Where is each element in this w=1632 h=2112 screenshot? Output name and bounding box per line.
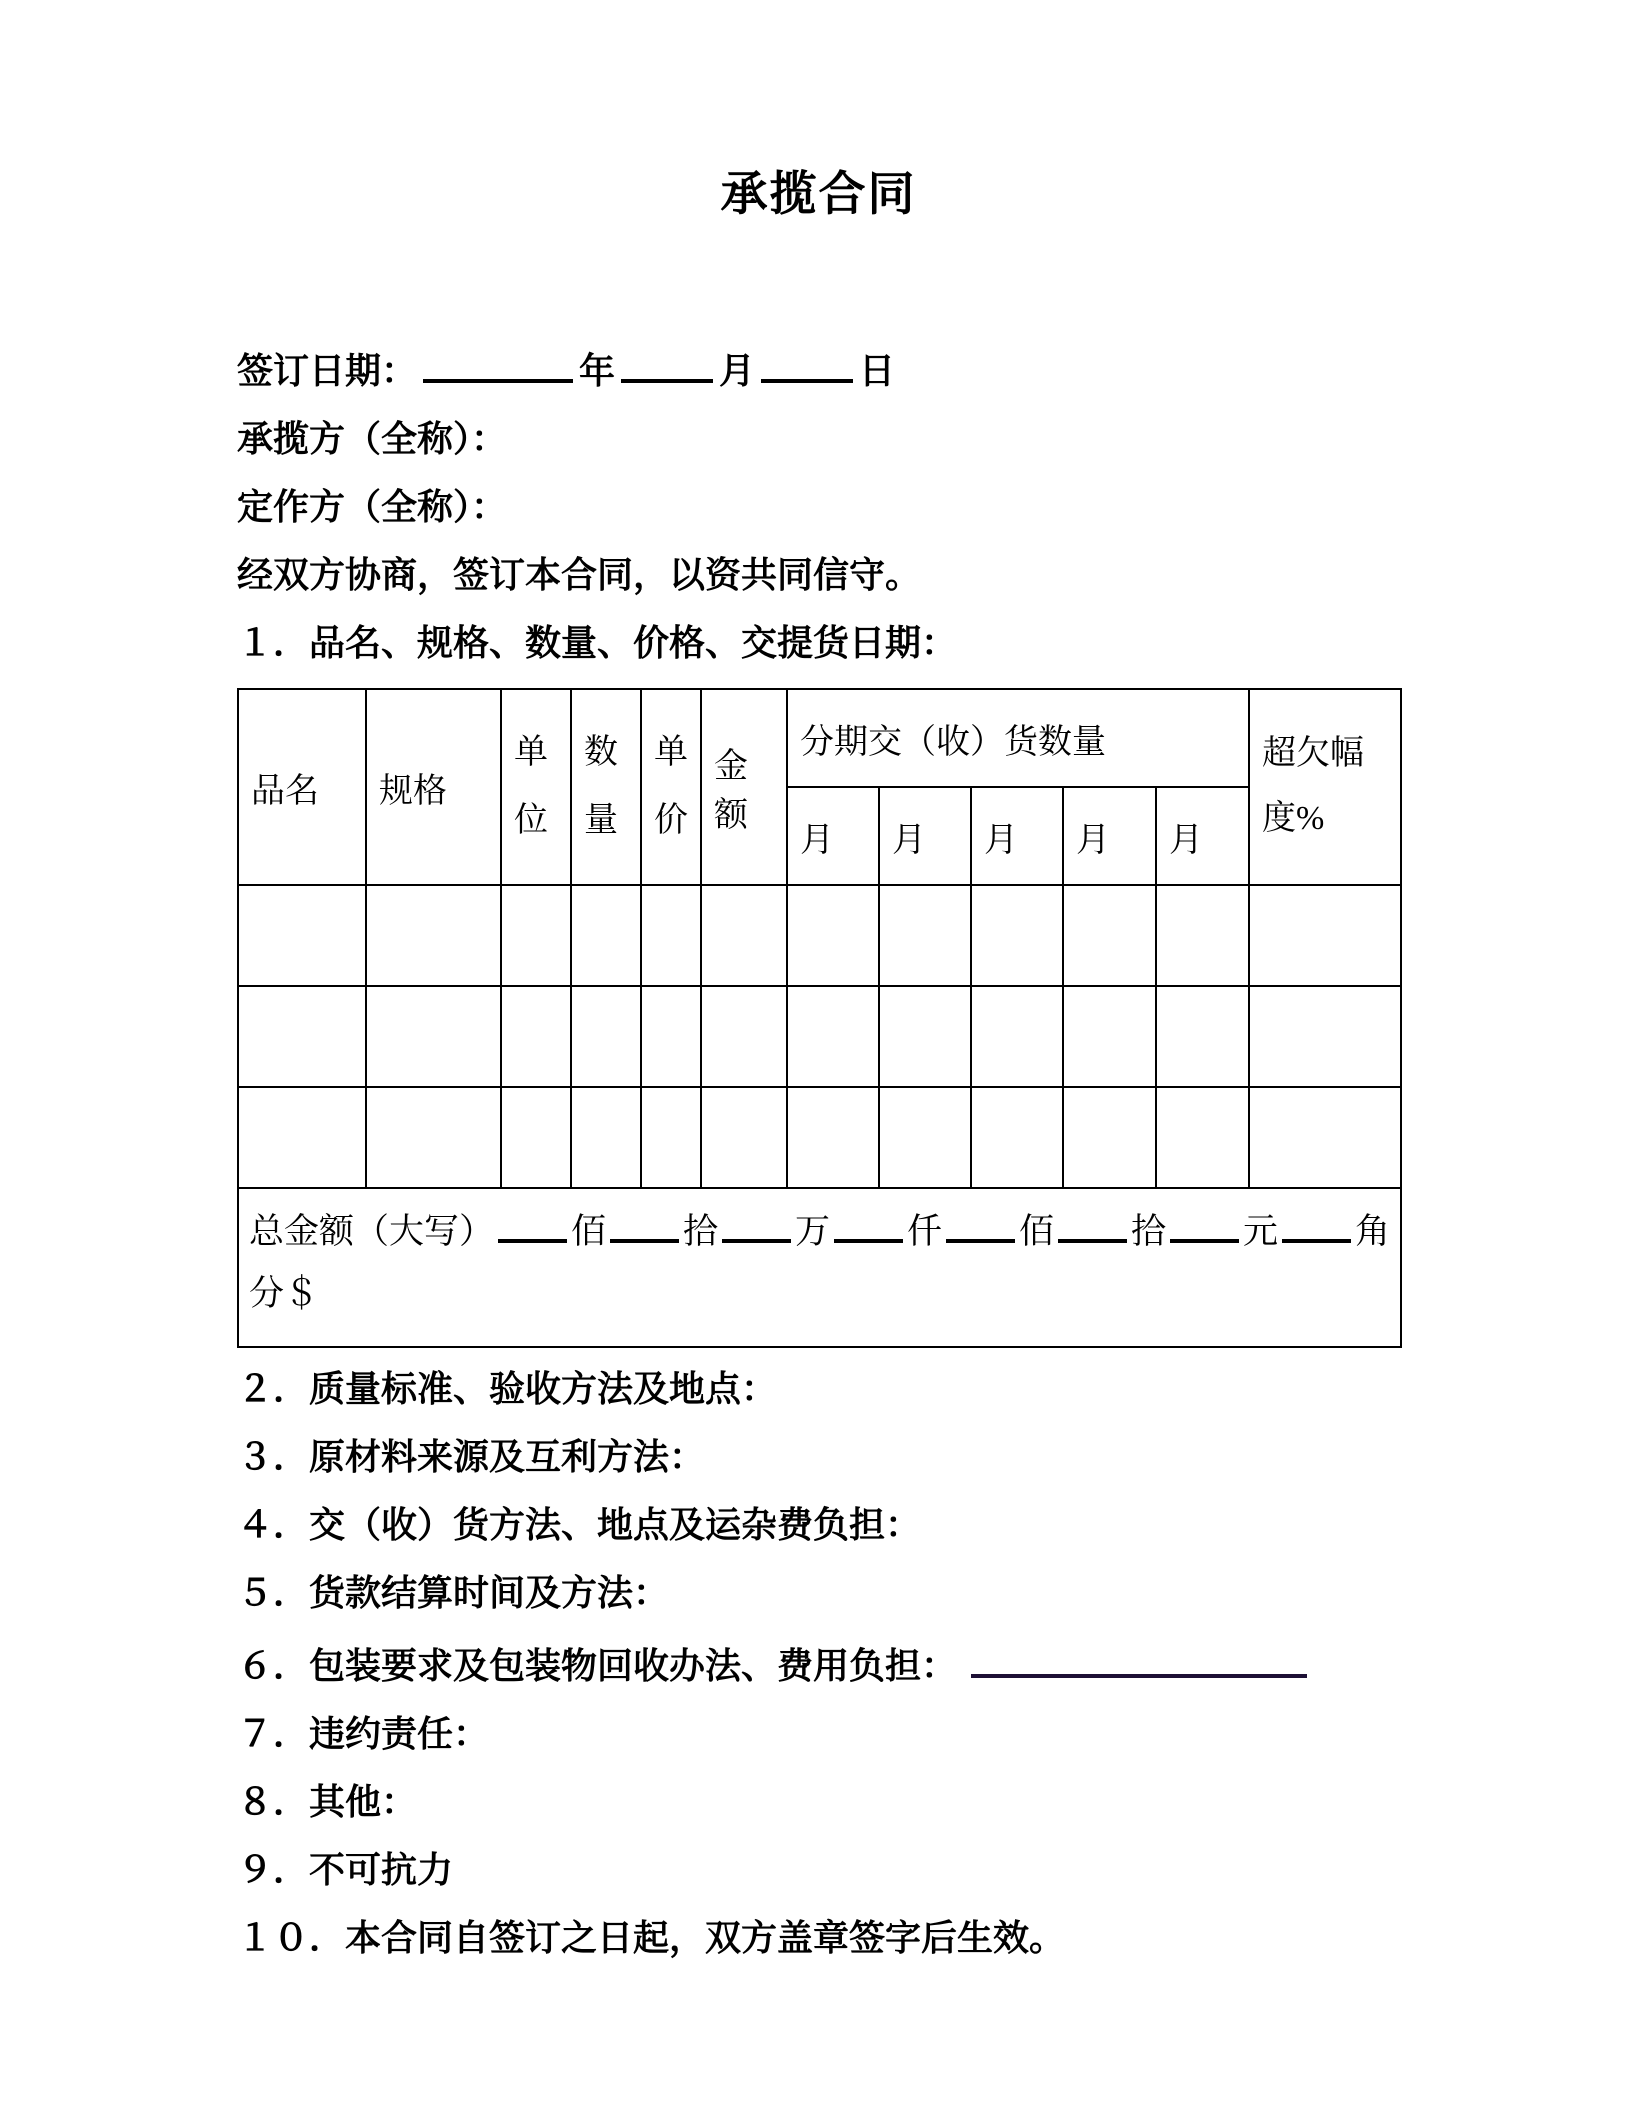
amount-blank-field[interactable] — [1170, 1203, 1239, 1243]
empty-cell[interactable] — [238, 885, 366, 986]
clause-7: ７．违约责任： — [237, 1713, 490, 1754]
header-overage-percent: 超欠幅度% — [1249, 689, 1401, 885]
unit-shi-2: 拾 — [1131, 1212, 1167, 1251]
amount-blank-field[interactable] — [834, 1203, 903, 1243]
month-label: 月 — [719, 350, 756, 391]
amount-blank-field[interactable] — [1058, 1203, 1127, 1243]
clause-5: ５．货款结算时间及方法： — [237, 1572, 670, 1613]
empty-cell[interactable] — [238, 986, 366, 1087]
unit-yuan: 元 — [1243, 1212, 1279, 1251]
empty-cell[interactable] — [1156, 885, 1249, 986]
empty-cell[interactable] — [879, 885, 971, 986]
table-row — [238, 885, 1401, 986]
empty-cell[interactable] — [1063, 986, 1156, 1087]
header-month-5: 月 — [1156, 787, 1249, 885]
empty-cell[interactable] — [1156, 1087, 1249, 1188]
empty-cell[interactable] — [366, 885, 501, 986]
preamble-line: 经双方协商，签订本合同，以资共同信守。 — [237, 554, 922, 595]
clause-9: ９．不可抗力 — [237, 1849, 454, 1890]
empty-cell[interactable] — [1063, 1087, 1156, 1188]
empty-cell[interactable] — [787, 986, 879, 1087]
empty-cell[interactable] — [971, 986, 1063, 1087]
unit-jiao: 角 — [1355, 1212, 1391, 1251]
empty-cell[interactable] — [787, 885, 879, 986]
header-product-name: 品名 — [238, 689, 366, 885]
empty-cell[interactable] — [1249, 986, 1401, 1087]
table-row — [238, 986, 1401, 1087]
header-month-3: 月 — [971, 787, 1063, 885]
clause-3: ３．原材料来源及互利方法： — [237, 1436, 706, 1477]
total-amount-tail: 分＄ — [249, 1274, 320, 1313]
header-month-2: 月 — [879, 787, 971, 885]
empty-cell[interactable] — [879, 1087, 971, 1188]
clause-6-text: ６．包装要求及包装物回收办法、费用负担： — [237, 1645, 958, 1686]
unit-bai-2: 佰 — [1019, 1212, 1055, 1251]
table-row — [238, 1087, 1401, 1188]
amount-blank-field[interactable] — [610, 1203, 679, 1243]
header-month-1: 月 — [787, 787, 879, 885]
empty-cell[interactable] — [787, 1087, 879, 1188]
empty-cell[interactable] — [701, 1087, 787, 1188]
unit-qian: 仟 — [907, 1212, 943, 1251]
empty-cell[interactable] — [879, 986, 971, 1087]
clause-6-blank-field[interactable] — [971, 1640, 1307, 1678]
amount-blank-field[interactable] — [722, 1203, 791, 1243]
day-blank-field[interactable] — [761, 345, 853, 383]
header-spec: 规格 — [366, 689, 501, 885]
clause-6 — [237, 1640, 1400, 1687]
contractor-line: 承揽方（全称）： — [237, 418, 508, 459]
sign-date-line — [237, 345, 1400, 392]
empty-cell[interactable] — [1063, 885, 1156, 986]
total-amount-line — [249, 1203, 1390, 1255]
empty-cell[interactable] — [971, 885, 1063, 986]
unit-wan: 万 — [795, 1212, 831, 1251]
empty-cell[interactable] — [501, 986, 571, 1087]
empty-cell[interactable] — [971, 1087, 1063, 1188]
clause-10: １０．本合同自签订之日起，双方盖章签字后生效。 — [237, 1917, 1066, 1958]
year-blank-field[interactable] — [423, 345, 573, 383]
empty-cell[interactable] — [1249, 885, 1401, 986]
empty-cell[interactable] — [641, 1087, 701, 1188]
header-month-4: 月 — [1063, 787, 1156, 885]
header-quantity: 数量 — [571, 689, 641, 885]
unit-shi-1: 拾 — [683, 1212, 719, 1251]
sign-date-label: 签订日期： — [237, 350, 418, 391]
header-amount: 金额 — [701, 689, 787, 885]
month-blank-field[interactable] — [621, 345, 713, 383]
clause-1-heading: １．品名、规格、数量、价格、交提货日期： — [237, 622, 958, 663]
empty-cell[interactable] — [238, 1087, 366, 1188]
header-installment-delivery: 分期交（收）货数量 — [787, 689, 1249, 787]
amount-blank-field[interactable] — [1282, 1203, 1351, 1243]
empty-cell[interactable] — [1156, 986, 1249, 1087]
empty-cell[interactable] — [571, 885, 641, 986]
unit-bai-1: 佰 — [571, 1212, 607, 1251]
day-label: 日 — [859, 350, 896, 391]
empty-cell[interactable] — [701, 885, 787, 986]
empty-cell[interactable] — [641, 885, 701, 986]
clause-8: ８．其他： — [237, 1781, 418, 1822]
total-amount-label: 总金额（大写） — [249, 1212, 495, 1251]
orderer-line: 定作方（全称）： — [237, 486, 508, 527]
header-unit-price: 单价 — [641, 689, 701, 885]
year-label: 年 — [579, 350, 616, 391]
clause-2: ２．质量标准、验收方法及地点： — [237, 1368, 778, 1409]
clause-4: ４．交（收）货方法、地点及运杂费负担： — [237, 1504, 922, 1545]
amount-blank-field[interactable] — [498, 1203, 567, 1243]
total-amount-cell — [238, 1188, 1401, 1347]
empty-cell[interactable] — [366, 986, 501, 1087]
empty-cell[interactable] — [1249, 1087, 1401, 1188]
empty-cell[interactable] — [501, 885, 571, 986]
header-unit: 单位 — [501, 689, 571, 885]
empty-cell[interactable] — [701, 986, 787, 1087]
total-amount-row — [238, 1188, 1401, 1347]
empty-cell[interactable] — [501, 1087, 571, 1188]
empty-cell[interactable] — [641, 986, 701, 1087]
amount-blank-field[interactable] — [946, 1203, 1015, 1243]
empty-cell[interactable] — [571, 1087, 641, 1188]
goods-table — [237, 688, 1402, 1348]
page-title: 承揽合同 — [720, 167, 917, 220]
empty-cell[interactable] — [571, 986, 641, 1087]
empty-cell[interactable] — [366, 1087, 501, 1188]
